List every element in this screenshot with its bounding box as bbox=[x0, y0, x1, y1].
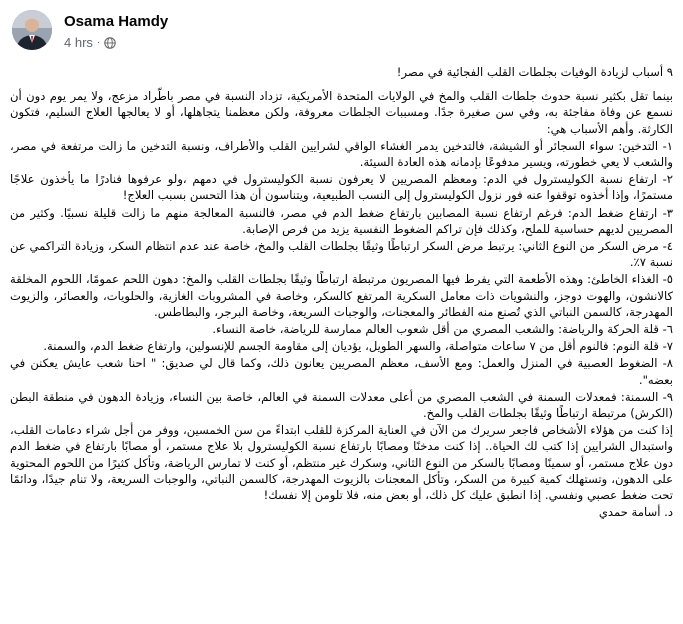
avatar[interactable] bbox=[12, 10, 52, 50]
post-headline: ٩ أسباب لزيادة الوفيات بجلطات القلب الفجائية في مصر! bbox=[396, 65, 673, 79]
post-header bbox=[0, 0, 683, 64]
reason-2: ٢- ارتفاع نسبة الكوليسترول في الدم: ومعظم المصريين لا يعرفون نسبة الكوليسترول في دمهم ،ولو عرفوها فنادرًا ما يأخذون علاجًا مستمرًا، وإذا أخذوه توقفوا عنه فور نزول الكوليسترول إلى النسب الطبيعية، ويتناسون أن هذا التحسن بسبب العلاج! bbox=[6, 172, 673, 203]
reason-4: ٤- مرض السكر من النوع الثاني: يرتبط مرض السكر ارتباطًا وثيقًا بجلطات القلب والمخ، خاصة عند عدم انتظام السكر، وزيادة التراكمي عن نسبة ٧٪. bbox=[6, 239, 673, 270]
post-meta bbox=[64, 35, 116, 50]
reason-6: ٦- قلة الحركة والرياضة: والشعب المصري من أقل شعوب العالم ممارسة للرياضة، خاصة النساء. bbox=[212, 322, 673, 337]
author-name[interactable]: Osama Hamdy bbox=[64, 13, 169, 30]
post-time[interactable]: 4 hrs bbox=[64, 35, 93, 50]
post-conclusion: إذا كنت من هؤلاء الأشخاص فاجعر سريرك من الآن في العناية المركزة للقلب ابتداءً من سن الخمسين، ووفر من أجل شراء دعامات القلب، واستبدال الشرايين إذا كتب لك الحياة.. إذا كنت مدخنًا ومصابًا بارتفاع نسبة الكوليسترول بلا علاج مستمر، أو مصابًا بارتفاع في ضغط الدم دون علاج مستمر، أو سمينًا ومصابًا بالسكر من النوع الثاني، وسكرك غير منتظم، أو كنت لا تمارس الرياضة، وتأكل كثيرًا من اللحوم المحتوية على الدهون، وتستهلك كمية كبيرة من السكر، وتأكل المعجنات بالزيوت المهدرجة، كالسمن النباتي، والوجبات السريعة، ولا تنام جيدًا، ودائمًا تحت ضغط عصبي ونفسي. إذا انطبق عليك كل ذلك، أو بعض منه، فلا تلومن إلا نفسك! bbox=[6, 423, 673, 503]
meta-separator: · bbox=[96, 37, 101, 48]
reason-1: ١- التدخين: سواء السجائر أو الشيشة، فالتدخين يدمر الغشاء الواقي لشرايين القلب والأطراف، ونسبة التدخين ما زالت مرتفعة في مصر، والشعب لا يعي خطورته، ويسير مدفوعًا بإدمانه هذه العادة السيئة. bbox=[6, 138, 673, 170]
post-signature: د. أسامة حمدي bbox=[598, 505, 673, 520]
reason-8: ٨- الضغوط العصبية في المنزل والعمل: ومع الأسف، معظم المصريين يعانون ذلك، وكما قال لي صديق: " احنا شعب عايش يعكنن في بعضه". bbox=[6, 356, 673, 387]
reason-7: ٧- قلة النوم: فالنوم أقل من ٧ ساعات متواصلة، والسهر الطويل، يؤديان إلى مقاومة الجسم للإنسولين، وارتفاع ضغط الدم، والسمنة. bbox=[43, 339, 673, 354]
reason-3: ٣- ارتفاع ضغط الدم: فرغم ارتفاع نسبة المصابين بارتفاع ضغط الدم في مصر، فالنسبة المعالجة منهم ما زالت قليلة نسبيًا. وكثير من المصريين لديهم حساسية للملح، وكذلك فإن تراكم الضغوط النفسية يزيد من فرص الإصابة. bbox=[6, 205, 673, 236]
post-body bbox=[6, 64, 673, 521]
reason-9: ٩- السمنة: فمعدلات السمنة في الشعب المصري من أعلى معدلات السمنة في العالم، خاصة بين النساء، وزيادة الدهون في منطقة البطن (الكرش) مرتبطة ارتباطًا وثيقًا بجلطات القلب والمخ. bbox=[6, 389, 673, 421]
post-intro: بينما تقل بكثير نسبة حدوث جلطات القلب والمخ في الولايات المتحدة الأمريكية، تزداد النسبة في مصر باطّراد مزعج، ولا يمر يوم دون أن نسمع عن وفاة مفاجئة به، وفي سن صغيرة جدًا. ومسببات الجلطات معروفة، ولكن معظمنا يتجاهلها، أو لا يعالجها العلاج السليم، فتكون الكارثة. وأهم الأسباب هي: bbox=[6, 89, 673, 136]
globe-icon[interactable] bbox=[104, 37, 116, 49]
reason-5: ٥- الغذاء الخاطئ: وهذه الأطعمة التي يفرط فيها المصريون مرتبطة ارتباطًا وثيقًا بجلطات القلب والمخ: دهون اللحم عمومًا، اللحوم المخلقة كالانشون، والهوت دوجز، والنشويات ذات معامل السكرية المرتفع كالسكر، وخاصة في المشروبات الغازية، والحلويات، والعصائر، والزيوت المهدرجة، كالسمن النباتي الذي تُصنع منه الفطائر والمعجنات، والوجبات السريعة، وخاصة البرجر، والبطاطس. bbox=[6, 272, 673, 319]
avatar-portrait-icon bbox=[12, 10, 52, 50]
